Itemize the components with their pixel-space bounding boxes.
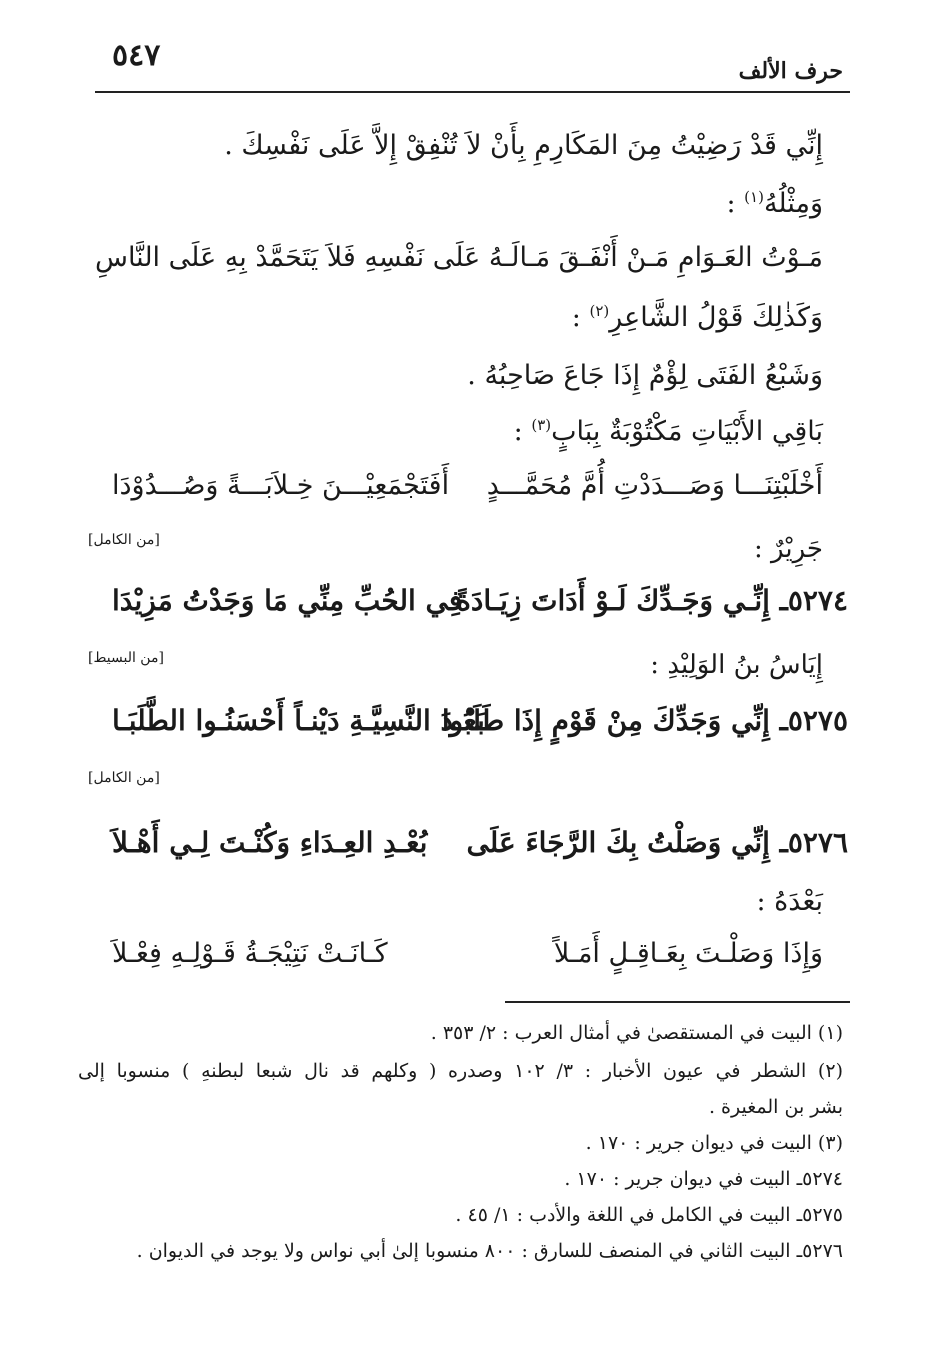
footnote-1: (١) البيت في المستقصىٰ في أمثال العرب : ٢/ ٣٥٣ . (430, 1022, 843, 1044)
footnote-2-line-1: (٢) الشطر في عيون الأخبار : ٣/ ١٠٢ وصدره ( وكلهم قد نال شبعا لبطنهِ ) منسوبا إلى (78, 1060, 843, 1082)
prose-line-5: وَشَبْعُ الفَتَى لِؤْمٌ إِذَا جَاعَ صَاحِبُهُ . (467, 360, 823, 391)
verse-5276-second-hemistich: بُعْـدِ العِـدَاءِ وَكُنْـتَ لِـي أَهْـلاَ (112, 826, 428, 859)
verse-b-first-hemistich: وَإِذَا وَصَلْـتَ بِعَـاقِـلٍ أَمَـلاً (553, 938, 823, 969)
prose-line-6 (514, 416, 823, 447)
meter-label-3: [من الكامل] (88, 770, 160, 786)
meter-label-1: [من الكامل] (88, 532, 160, 548)
note-5274: ٥٢٧٤ـ البيت في ديوان جرير : ١٧٠ . (564, 1168, 843, 1190)
verse-5275-second-hemistich: بَعْـدَ النَّسِيَّـةِ دَيْنـاً أَحْسَنُـوا الطَّلَبَـا (112, 704, 485, 737)
verse-5275-first-hemistich: ٥٢٧٥ـ إِنِّي وَجَدِّكَ مِنْ قَوْمٍ إِذَا طَلَبُوا (441, 704, 848, 737)
footnote-rule (505, 1001, 850, 1003)
footnote-3: (٣) البيت في ديوان جرير : ١٧٠ . (585, 1132, 843, 1154)
header-rule (95, 91, 850, 93)
running-head: حرف الألف (738, 58, 843, 84)
colon: : (726, 188, 745, 219)
verse-a-first-hemistich: أَخْلَبْتِنَـــا وَصَـــدَدْتِ أُمَّ مُحَمَّـــدٍ (486, 470, 823, 501)
verse-5276-first-hemistich: ٥٢٧٦ـ إِنِّي وَصَلْتُ بِكَ الرَّجَاءَ عَلَى (466, 826, 848, 859)
prose-text: بَاقِي الأَبْيَاتِ مَكْتُوْبَةٌ بِبَابٍ (551, 416, 823, 447)
page-number: ٥٤٧ (112, 38, 161, 73)
note-5276: ٥٢٧٦ـ البيت الثاني في المنصف للسارق : ٨٠٠ منسوبا إلىٰ أبي نواس ولا يوجد في الديوان . (136, 1240, 843, 1262)
verse-5274-second-hemistich: فِي الحُبِّ مِنِّي مَا وَجَدْتُ مَزِيْدَا (112, 584, 463, 617)
poet-name-1: جَرِيْرٌ : (753, 534, 823, 564)
verse-a-second-hemistich: أَفَتَجْمَعِيْـــنَ خِـلاَبَـــةً وَصُـــدُوْدَا (112, 470, 450, 501)
footnote-2-line-2: بشر بن المغيرة . (708, 1096, 843, 1118)
prose-line-3: مَـوْتُ العَـوَامِ مَـنْ أَنْفَـقَ مَـالَـهُ عَلَى نَفْسِهِ فَلاَ يَتَحَمَّدْ بِهِ عَلَى النَّاسِ (95, 242, 823, 273)
note-5275: ٥٢٧٥ـ البيت في الكامل في اللغة والأدب : ١/ ٤٥ . (455, 1204, 843, 1226)
prose-line-2 (726, 188, 823, 219)
prose-line-1: إِنِّي قَدْ رَضِيْتُ مِنَ المَكَارِمِ بِأَنْ لاَ تُنْفِقْ إِلاَّ عَلَى نَفْسِكَ . (224, 130, 823, 161)
colon: : (571, 302, 590, 333)
verse-b-second-hemistich: كَـانَـتْ نَتِيْجَـةُ قَـوْلِـهِ فِعْـلاَ (112, 938, 388, 969)
prose-line-4 (572, 302, 823, 333)
footnote-ref-3: (٣) (531, 416, 552, 434)
footnote-ref-1: (١) (744, 188, 764, 206)
poet-name-2: إِيَاسُ بنُ الوَلِيْدِ : (650, 650, 823, 680)
prose-text: وَمِثْلُهُ (763, 188, 823, 219)
footnote-ref-2: (٢) (589, 302, 610, 320)
prose-after: بَعْدَهُ : (756, 886, 823, 917)
verse-5274-first-hemistich: ٥٢٧٤ـ إِنِّـي وَجَـدِّكَ لَـوْ أَدَاتَ زِيَـادَةً (456, 584, 848, 617)
prose-text: وَكَذٰلِكَ قَوْلُ الشَّاعِرِ (609, 302, 823, 333)
meter-label-2: [من البسيط] (88, 650, 164, 666)
colon: : (513, 416, 532, 447)
